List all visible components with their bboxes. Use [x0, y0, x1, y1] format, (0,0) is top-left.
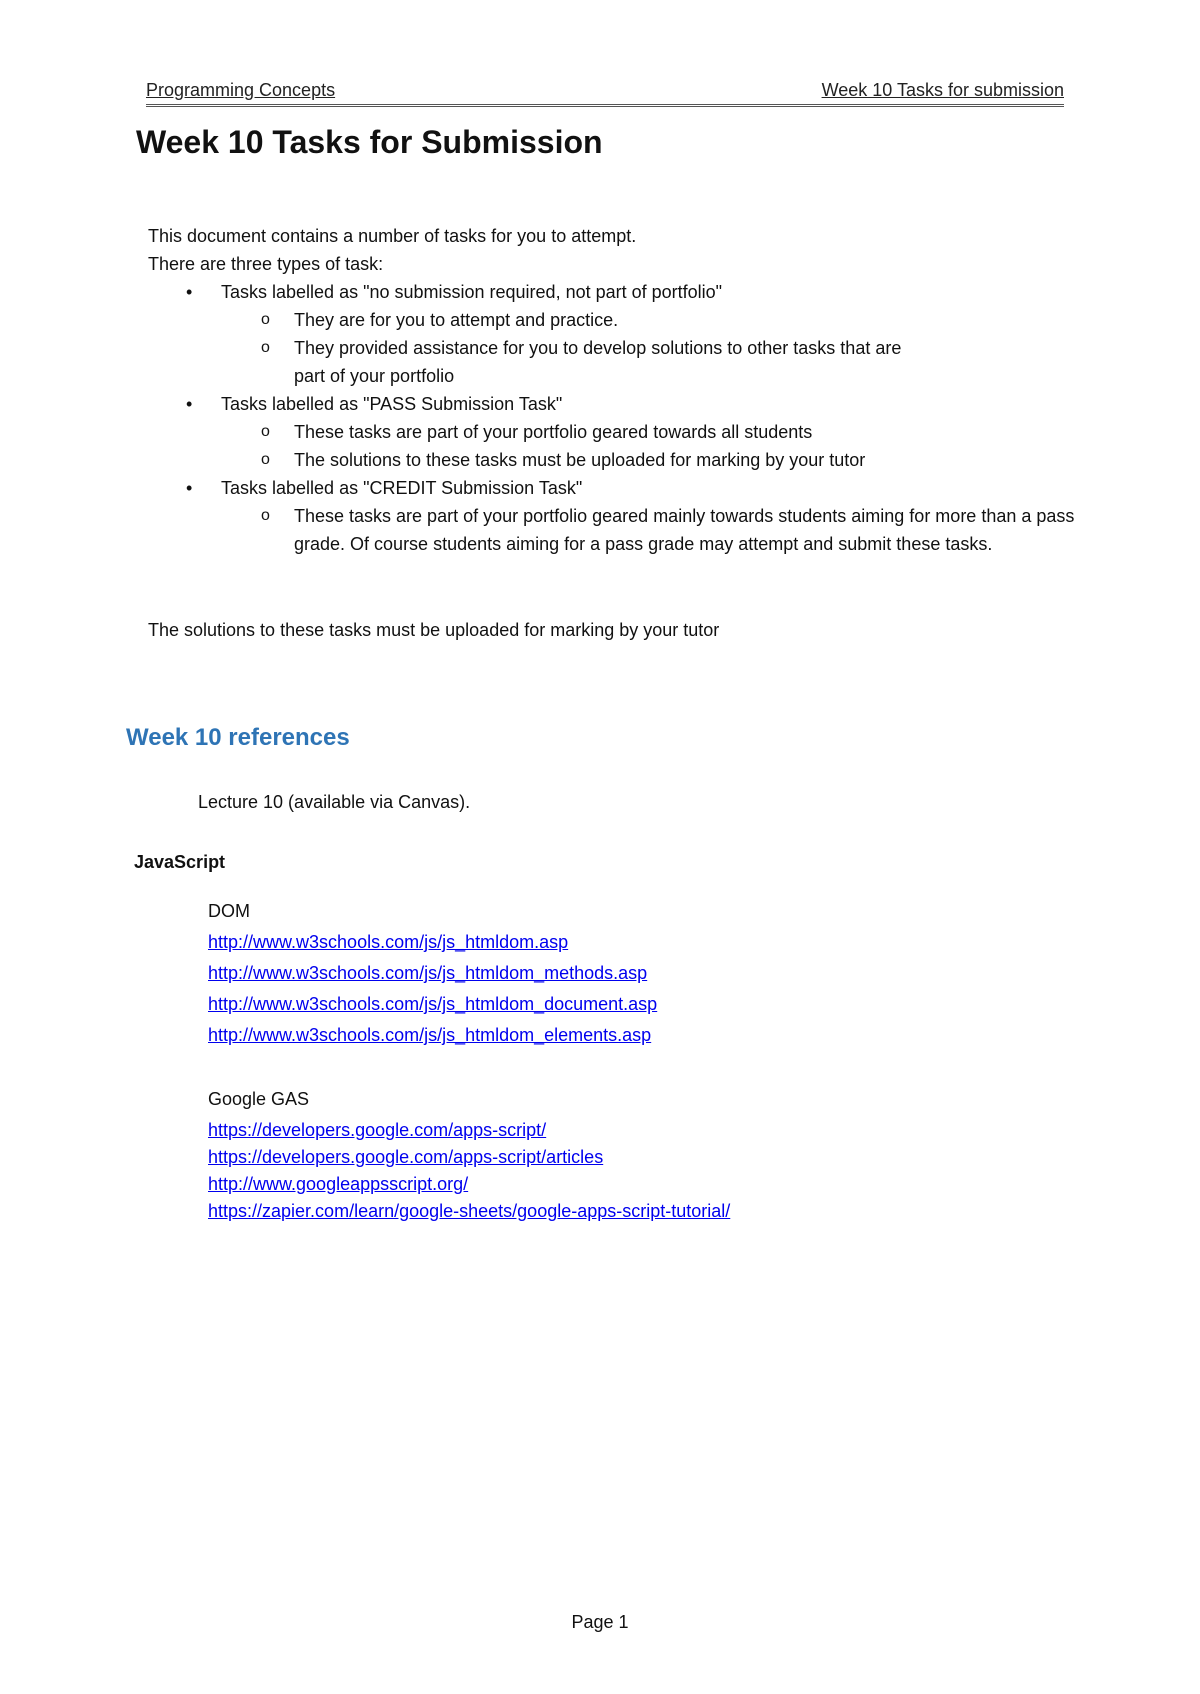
javascript-heading: JavaScript: [134, 852, 226, 872]
task-detail-list: [221, 306, 1088, 390]
task-detail-text: These tasks are part of your portfolio geared mainly towards students aiming for more than a pass grade. Of course students aiming for a pass grade may attempt and submit these tasks.: [294, 506, 1075, 554]
task-type-label: Tasks labelled as "PASS Submission Task": [221, 394, 563, 414]
circle-bullet-icon: o: [261, 451, 270, 468]
intro-line: This document contains a number of tasks for you to attempt.: [148, 226, 637, 246]
bullet-icon: •: [186, 394, 193, 414]
header-doc-name: Week 10 Tasks for submission: [821, 80, 1064, 100]
task-detail-item: [221, 334, 934, 390]
dom-group-label: DOM: [208, 901, 250, 921]
bullet-icon: •: [186, 478, 193, 498]
circle-bullet-icon: o: [261, 339, 270, 356]
task-type-list: [148, 278, 1088, 558]
task-detail-item: [221, 418, 1088, 446]
dom-reference-group: [208, 896, 657, 1051]
bullet-icon: •: [186, 282, 193, 302]
reference-link[interactable]: https://developers.google.com/apps-script/articles: [208, 1147, 604, 1167]
task-detail-item: [221, 306, 1088, 334]
gas-reference-group: [208, 1084, 730, 1225]
reference-link[interactable]: http://www.googleappsscript.org/: [208, 1174, 469, 1194]
task-type-label: Tasks labelled as "CREDIT Submission Task": [221, 478, 583, 498]
task-detail-list: [221, 502, 1088, 558]
lecture-reference: Lecture 10 (available via Canvas).: [198, 792, 471, 812]
task-type-item: [148, 474, 1088, 558]
task-detail-text: They provided assistance for you to develop solutions to other tasks that are part of your portfolio: [294, 338, 902, 386]
circle-bullet-icon: o: [261, 423, 270, 440]
circle-bullet-icon: o: [261, 311, 270, 328]
task-type-item: [148, 390, 1088, 474]
task-detail-text: They are for you to attempt and practice.: [294, 310, 619, 330]
reference-link[interactable]: http://www.w3schools.com/js/js_htmldom_methods.asp: [208, 963, 648, 983]
task-type-item: [148, 278, 1088, 390]
header-course-name: Programming Concepts: [146, 80, 336, 100]
running-header: [146, 80, 1064, 107]
task-detail-item: [221, 446, 1088, 474]
references-heading: Week 10 references: [126, 724, 350, 751]
closing-note: The solutions to these tasks must be uploaded for marking by your tutor: [148, 620, 720, 640]
circle-bullet-icon: o: [261, 507, 270, 524]
document-title: Week 10 Tasks for Submission: [136, 124, 603, 160]
reference-link[interactable]: https://zapier.com/learn/google-sheets/google-apps-script-tutorial/: [208, 1201, 731, 1221]
reference-link[interactable]: http://www.w3schools.com/js/js_htmldom.asp: [208, 932, 569, 952]
task-type-label: Tasks labelled as "no submission required, not part of portfolio": [221, 282, 723, 302]
reference-link[interactable]: https://developers.google.com/apps-script/: [208, 1120, 547, 1140]
task-detail-text: These tasks are part of your portfolio geared towards all students: [294, 422, 813, 442]
gas-group-label: Google GAS: [208, 1089, 310, 1109]
task-detail-item: [221, 502, 1084, 558]
task-detail-text: The solutions to these tasks must be uploaded for marking by your tutor: [294, 450, 866, 470]
task-detail-list: [221, 418, 1088, 474]
intro-line: There are three types of task:: [148, 254, 384, 274]
intro-section: [148, 222, 1088, 558]
page-number: Page 1: [571, 1612, 629, 1632]
reference-link[interactable]: http://www.w3schools.com/js/js_htmldom_elements.asp: [208, 1025, 652, 1045]
reference-link[interactable]: http://www.w3schools.com/js/js_htmldom_document.asp: [208, 994, 658, 1014]
